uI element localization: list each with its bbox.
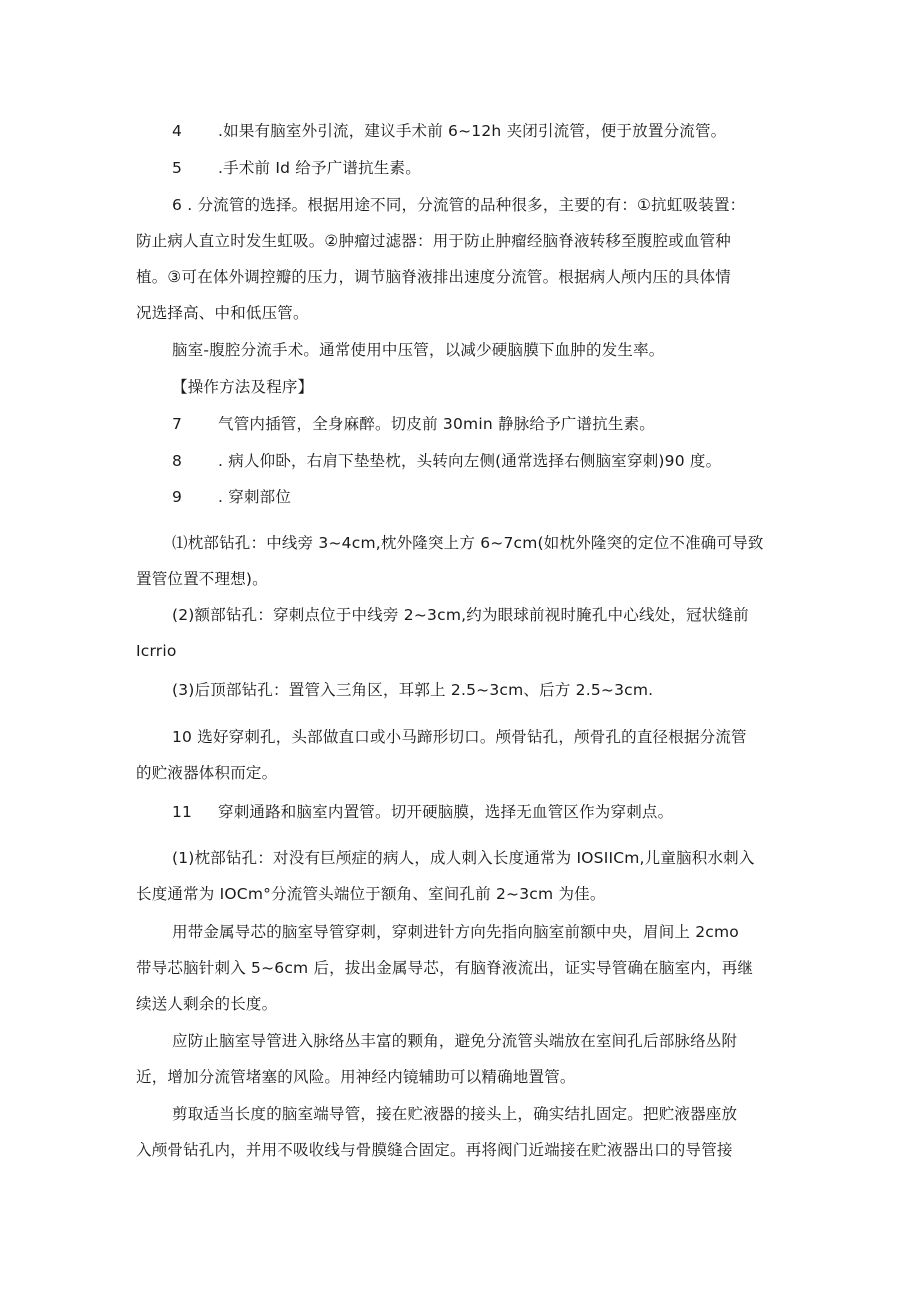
line-text: (2)额部钻孔：穿刺点位于中线旁 2~3cm,约为眼球前视时腌孔中心线处，冠状缝前 xyxy=(172,606,749,624)
line-text: 续送人剩余的长度。 xyxy=(136,995,278,1013)
line-text: (1)枕部钻孔：对没有巨颅症的病人，成人刺入长度通常为 IOSIICm,儿童脑积水刺入 xyxy=(172,849,755,867)
item-number: 5 xyxy=(172,159,183,177)
line-text: 防止病人直立时发生虹吸。②肿瘤过滤器：用于防止肿瘤经脑脊液转移至腹腔或血管种 xyxy=(136,232,731,250)
item-number: 4 xyxy=(172,122,183,140)
line-text: 带导芯脑针刺入 5~6cm 后，拔出金属导芯，有脑脊液流出，证实导管确在脑室内，再继 xyxy=(136,959,754,977)
item-number: 8 xyxy=(172,452,183,470)
item-text: 气管内插管，全身麻醉。切皮前 30min 静脉给予广谱抗生素。 xyxy=(218,415,656,433)
line-text: (3)后顶部钻孔：置管入三角区，耳郭上 2.5~3cm、后方 2.5~3cm. xyxy=(172,681,654,699)
line-text: 用带金属导芯的脑室导管穿刺，穿刺进针方向先指向脑室前额中央，眉间上 2cmo xyxy=(172,923,739,941)
line-text: 脑室-腹腔分流手术。通常使用中压管，以减少硬脑膜下血肿的发生率。 xyxy=(172,341,665,359)
item-text: . 穿刺部位 xyxy=(218,488,292,506)
item-text: . 病人仰卧，右肩下垫垫枕，头转向左侧(通常选择右侧脑室穿刺)90 度。 xyxy=(218,452,722,470)
item-text: .手术前 Id 给予广谱抗生素。 xyxy=(218,159,421,177)
item-number: 7 xyxy=(172,415,183,433)
heading-text: 【操作方法及程序】 xyxy=(172,378,314,396)
line-text: 置管位置不理想)。 xyxy=(136,570,268,588)
line-text: 况选择高、中和低压管。 xyxy=(136,304,309,322)
line-text: ⑴枕部钻孔：中线旁 3~4cm,枕外隆突上方 6~7cm(如枕外隆突的定位不准确可导致 xyxy=(172,534,764,552)
line-text: Icrrio xyxy=(136,642,177,660)
line-text: 6 . 分流管的选择。根据用途不同，分流管的品种很多，主要的有：①抗虹吸装置： xyxy=(172,196,746,214)
line-text: 应防止脑室导管进入脉络丛丰富的颗角，避免分流管头端放在室间孔后部脉络丛附 xyxy=(172,1032,738,1050)
line-text: 近，增加分流管堵塞的风险。用神经内镜辅助可以精确地置管。 xyxy=(136,1068,576,1086)
line-text: 的贮液器体积而定。 xyxy=(136,764,278,782)
line-text: 入颅骨钻孔内，并用不吸收线与骨膜缝合固定。再将阀门近端接在贮液器出口的导管接 xyxy=(136,1141,733,1159)
line-text: 长度通常为 IOCm°分流管头端位于额角、室间孔前 2~3cm 为佳。 xyxy=(136,885,606,903)
item-text: 穿刺通路和脑室内置管。切开硬脑膜，选择无血管区作为穿刺点。 xyxy=(218,803,674,821)
item-text: .如果有脑室外引流，建议手术前 6~12h 夹闭引流管，便于放置分流管。 xyxy=(218,122,727,140)
item-number: 9 xyxy=(172,488,183,506)
item-number: 11 xyxy=(172,803,193,821)
line-text: 10 选好穿刺孔，头部做直口或小马蹄形切口。颅骨钻孔，颅骨孔的直径根据分流管 xyxy=(172,728,747,746)
line-text: 剪取适当长度的脑室端导管，接在贮液器的接头上，确实结扎固定。把贮液器座放 xyxy=(172,1105,738,1123)
line-text: 植。③可在体外调控瓣的压力，调节脑脊液排出速度分流管。根据病人颅内压的具体情 xyxy=(136,268,731,286)
